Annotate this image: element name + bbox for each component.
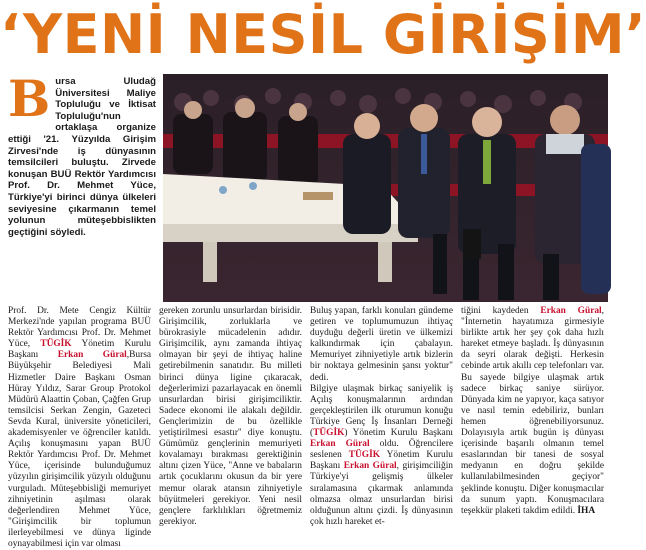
text-run: ) Yönetim Kurulu Başkanı xyxy=(344,428,453,439)
conference-photo xyxy=(163,74,608,302)
text-run: oldu. Öğrencilere seslenen xyxy=(310,439,453,461)
highlight-name: Erkan Güral xyxy=(310,439,370,450)
text-run: Prof. Dr. Mete Cengiz Kültür Merkezi'nde yapılan programa BUÜ Rektör Yardımcısı Prof. Dr. Mehmet Yüce, xyxy=(8,306,151,350)
drop-cap: B xyxy=(8,69,51,128)
headline: ‘YENİ NESİL GİRİŞİM’ xyxy=(0,3,646,66)
text-run: Yönetim Kurulu Başkanı xyxy=(310,450,453,472)
article-column-1 xyxy=(8,306,151,549)
article-column-4 xyxy=(461,306,604,516)
highlight-tugik: TÜGİK xyxy=(40,339,72,350)
text-run: Yönetim Kurulu Başkanı xyxy=(8,339,151,361)
text-run: , "İnternetin hayatımıza girmesiyle birlikte artık her şey çok daha hızlı hareket etmeye başladı. İş dünyasının da seyri olarak değişti. Herkesin cebinde artık akıllı cep telefonları var. Bu sayede bilgiye ulaşmak artık sadece birkaç saniye sürüyor. Dünyada kim ne yapıyor, kaça satıyor ve nasıl temin edebiliriz, bunları hemen öğrenebiliyorsunuz. Dolayısıyla artık bugün iş dünyası içerisinde başarılı olmanın temel esaslarından bir tanesi de sosyal medyanın en doğru şekilde kullanılabilmesinden geçiyor" şeklinde konuştu. Diğer konuşmacılar da sunum yaptı. Konuşmacılara teşekkür plaketi takdim edildi. xyxy=(461,306,604,516)
lead-paragraph xyxy=(8,69,156,304)
highlight-name: Erkan Güral xyxy=(343,461,397,472)
text-run: , girişimciliğin Türkiye'yi gelişmiş ülkeler sıralamasına çıkarmak anlamında olmazsa olmaz unsurlardan birisi olduğunun altını çizdi. İş dünyasının çok hızlı hareket et- xyxy=(310,461,453,527)
byline-agency: İHA xyxy=(577,505,596,516)
text-run: tiğini kaydeden xyxy=(461,306,541,316)
highlight-name: Erkan Güral xyxy=(57,350,127,361)
text-run: gereken zorunlu unsurlardan birisidir. Girişimcilik, zorluklarla ve bürokrasiyle mücadelenin adıdır. Girişimcilik, aynı zamanda ihtiyaç olmayan bir şeyi de ihtiyaç haline getirebilmenin sanatıdır. Bu milleti birinci dünya ligine çıkaracak, değerlerimizi pazarlayacak en önemli unsurlardan birisi girişimciliktir. Sadece ekonomi ile alakalı değildir. Gençlerimizin de bu özellikle yetiştirilmesi esastır" diye konuştu. Gümümüz gençlerinin memuriyeti kovalamayı bırakması gerektiğinin altını çizen Yüce, "Anne ve babaların artık çocuklarını okusun da bir yere memur olarak atansın zihniyetiyle büyütmeleri gerekiyor. Yeni nesil gençlere farklılıkları öğretmemiz gerekiyor. xyxy=(159,306,302,527)
article-column-3 xyxy=(310,306,453,527)
text-run: ,Bursa Büyükşehir Belediyesi Mali Hizmetler Daire Başkanı Osman Hüray Yıldız, Sarar Group Protokol Müdürü Alaattin Çoban, Çağfen Grup temsilcisi Serkan Zengin, Gazeteci Sevda Kural, üniversite yöneticileri, akademisyenler ve öğrenciler katıldı. Açılış konuşmasını yapan BUÜ Rektör Yardımcısı Prof. Dr. Mehmet Yüce, içerisinde bulunduğumuz yüzyılın girişimcilik yüzyılı olduğunu vurguladı. Müteşebbisliği memuriyet zihniyetinin aşılması olarak değerlendiren Mehmet Yüce, "Girişimcilik bir toplumun ilerleyebilmesi ve dünya liginde oynayabilmesi için var olması xyxy=(8,350,151,549)
text-run: Buluş yapan, farklı konuları gündeme getiren ve toplumumuzun ihtiyaç duyduğu değerli üretin ve ülkemizi kalkındırmak için çabalayın. Memuriyet zihniyetiyle artık bizlerin bir noktaya gelmesinin şansı yoktur" dedi. xyxy=(310,306,453,383)
highlight-name: Erkan Güral xyxy=(540,306,602,316)
article-column-2 xyxy=(159,306,302,527)
highlight-tugik: TÜGİK xyxy=(348,450,381,461)
highlight-tugik: TÜGİK xyxy=(313,428,345,439)
text-run: Bilgiye ulaşmak birkaç saniyelik iş Açılış konuşmalarının ardından gerçekleştirilen ilk oturumun konuğu Türkiye Genç İş İnsanları Derneği ( xyxy=(310,383,453,439)
lead-text: ursa Uludağ Üniversitesi Maliye Topluluğu ve İktisat Topluluğu'nun ortaklaşa organize ettiği '21. Yüzyılda Girişim Zirvesi'nde iş dünyasının temsilcileri buluştu. Zirvede konuşan BUÜ Rektör Yardımcısı Prof. Dr. Mehmet Yüce, Türkiye'yi birinci dünya ülkeleri seviyesine çıkarmanın temel yolunun müteşebbislikten geçtiğini söyledi. xyxy=(8,76,156,238)
